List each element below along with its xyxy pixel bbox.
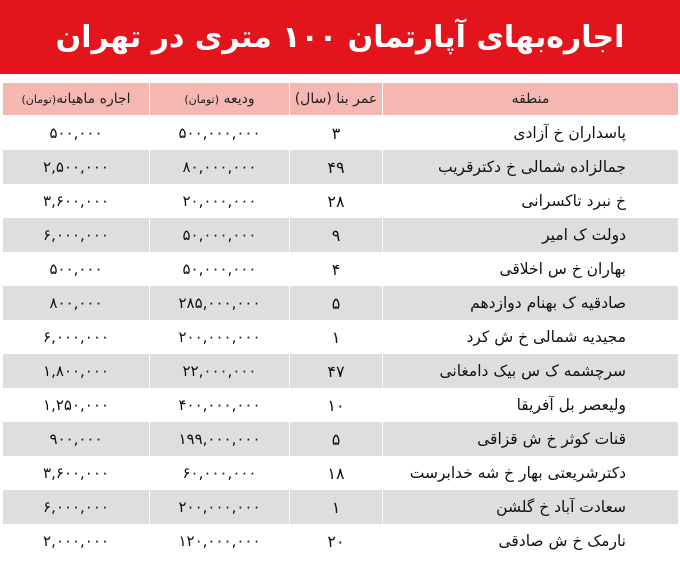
cell-monthly: ۱,۲۵۰,۰۰۰ xyxy=(3,388,150,422)
cell-region: ولیعصر بل آفریقا xyxy=(383,388,679,422)
cell-age: ۵ xyxy=(290,422,383,456)
table-row xyxy=(3,184,679,218)
cell-deposit: ۵۰,۰۰۰,۰۰۰ xyxy=(150,218,290,252)
header-deposit-label: ودیعه xyxy=(223,91,255,107)
table-row xyxy=(3,456,679,490)
cell-region: صادقیه ک بهنام دوازدهم xyxy=(383,286,679,320)
cell-age: ۱ xyxy=(290,320,383,354)
cell-region: مجیدیه شمالی خ ش کرد xyxy=(383,320,679,354)
table-row xyxy=(3,116,679,151)
cell-deposit: ۸۰,۰۰۰,۰۰۰ xyxy=(150,150,290,184)
rent-table xyxy=(2,82,679,558)
cell-deposit: ۲۰۰,۰۰۰,۰۰۰ xyxy=(150,320,290,354)
cell-region: دولت ک امیر xyxy=(383,218,679,252)
cell-age: ۵ xyxy=(290,286,383,320)
cell-monthly: ۶,۰۰۰,۰۰۰ xyxy=(3,490,150,524)
cell-age: ۲۸ xyxy=(290,184,383,218)
cell-monthly: ۲,۵۰۰,۰۰۰ xyxy=(3,150,150,184)
cell-age: ۱۸ xyxy=(290,456,383,490)
cell-deposit: ۲۲,۰۰۰,۰۰۰ xyxy=(150,354,290,388)
table-row xyxy=(3,422,679,456)
table-row xyxy=(3,388,679,422)
cell-deposit: ۶۰,۰۰۰,۰۰۰ xyxy=(150,456,290,490)
cell-monthly: ۶,۰۰۰,۰۰۰ xyxy=(3,320,150,354)
cell-age: ۴۷ xyxy=(290,354,383,388)
header-deposit xyxy=(150,83,290,116)
cell-monthly: ۹۰۰,۰۰۰ xyxy=(3,422,150,456)
cell-monthly: ۵۰۰,۰۰۰ xyxy=(3,252,150,286)
table-header-row xyxy=(3,83,679,116)
cell-age: ۲۰ xyxy=(290,524,383,558)
cell-region: نارمک خ ش صادقی xyxy=(383,524,679,558)
header-monthly-unit: (تومان) xyxy=(21,93,57,106)
table-row xyxy=(3,524,679,558)
cell-region: سعادت آباد خ گلشن xyxy=(383,490,679,524)
cell-age: ۳ xyxy=(290,116,383,151)
cell-deposit: ۵۰۰,۰۰۰,۰۰۰ xyxy=(150,116,290,151)
table-row xyxy=(3,252,679,286)
table-row xyxy=(3,320,679,354)
cell-age: ۱۰ xyxy=(290,388,383,422)
cell-region: بهاران خ س اخلاقی xyxy=(383,252,679,286)
table-row xyxy=(3,490,679,524)
cell-region: دکترشریعتی بهار خ شه خدابرست xyxy=(383,456,679,490)
cell-deposit: ۱۹۹,۰۰۰,۰۰۰ xyxy=(150,422,290,456)
cell-deposit: ۴۰۰,۰۰۰,۰۰۰ xyxy=(150,388,290,422)
cell-deposit: ۲۰۰,۰۰۰,۰۰۰ xyxy=(150,490,290,524)
table-row xyxy=(3,354,679,388)
cell-monthly: ۶,۰۰۰,۰۰۰ xyxy=(3,218,150,252)
table-row xyxy=(3,218,679,252)
header-monthly xyxy=(3,83,150,116)
header-deposit-unit: (تومان) xyxy=(184,93,220,106)
header-age: عمر بنا (سال) xyxy=(290,83,383,116)
cell-age: ۴۹ xyxy=(290,150,383,184)
cell-monthly: ۸۰۰,۰۰۰ xyxy=(3,286,150,320)
cell-deposit: ۲۰,۰۰۰,۰۰۰ xyxy=(150,184,290,218)
cell-region: سرچشمه ک س بیک دامغانی xyxy=(383,354,679,388)
table-row xyxy=(3,286,679,320)
cell-monthly: ۱,۸۰۰,۰۰۰ xyxy=(3,354,150,388)
cell-deposit: ۲۸۵,۰۰۰,۰۰۰ xyxy=(150,286,290,320)
cell-age: ۴ xyxy=(290,252,383,286)
header-monthly-label: اجاره ماهیانه xyxy=(56,91,131,107)
cell-monthly: ۳,۶۰۰,۰۰۰ xyxy=(3,184,150,218)
cell-region: خ نبرد تاکسرانی xyxy=(383,184,679,218)
cell-monthly: ۵۰۰,۰۰۰ xyxy=(3,116,150,151)
cell-deposit: ۱۲۰,۰۰۰,۰۰۰ xyxy=(150,524,290,558)
cell-deposit: ۵۰,۰۰۰,۰۰۰ xyxy=(150,252,290,286)
cell-region: جمالزاده شمالی خ دکترقریب xyxy=(383,150,679,184)
header-region: منطقه xyxy=(383,83,679,116)
cell-region: قنات کوثر خ ش قزاقی xyxy=(383,422,679,456)
page-title: اجاره‌بهای آپارتمان ۱۰۰ متری در تهران xyxy=(0,0,680,74)
cell-monthly: ۳,۶۰۰,۰۰۰ xyxy=(3,456,150,490)
table-row xyxy=(3,150,679,184)
cell-age: ۹ xyxy=(290,218,383,252)
cell-region: پاسداران خ آزادی xyxy=(383,116,679,151)
cell-age: ۱ xyxy=(290,490,383,524)
cell-monthly: ۲,۰۰۰,۰۰۰ xyxy=(3,524,150,558)
